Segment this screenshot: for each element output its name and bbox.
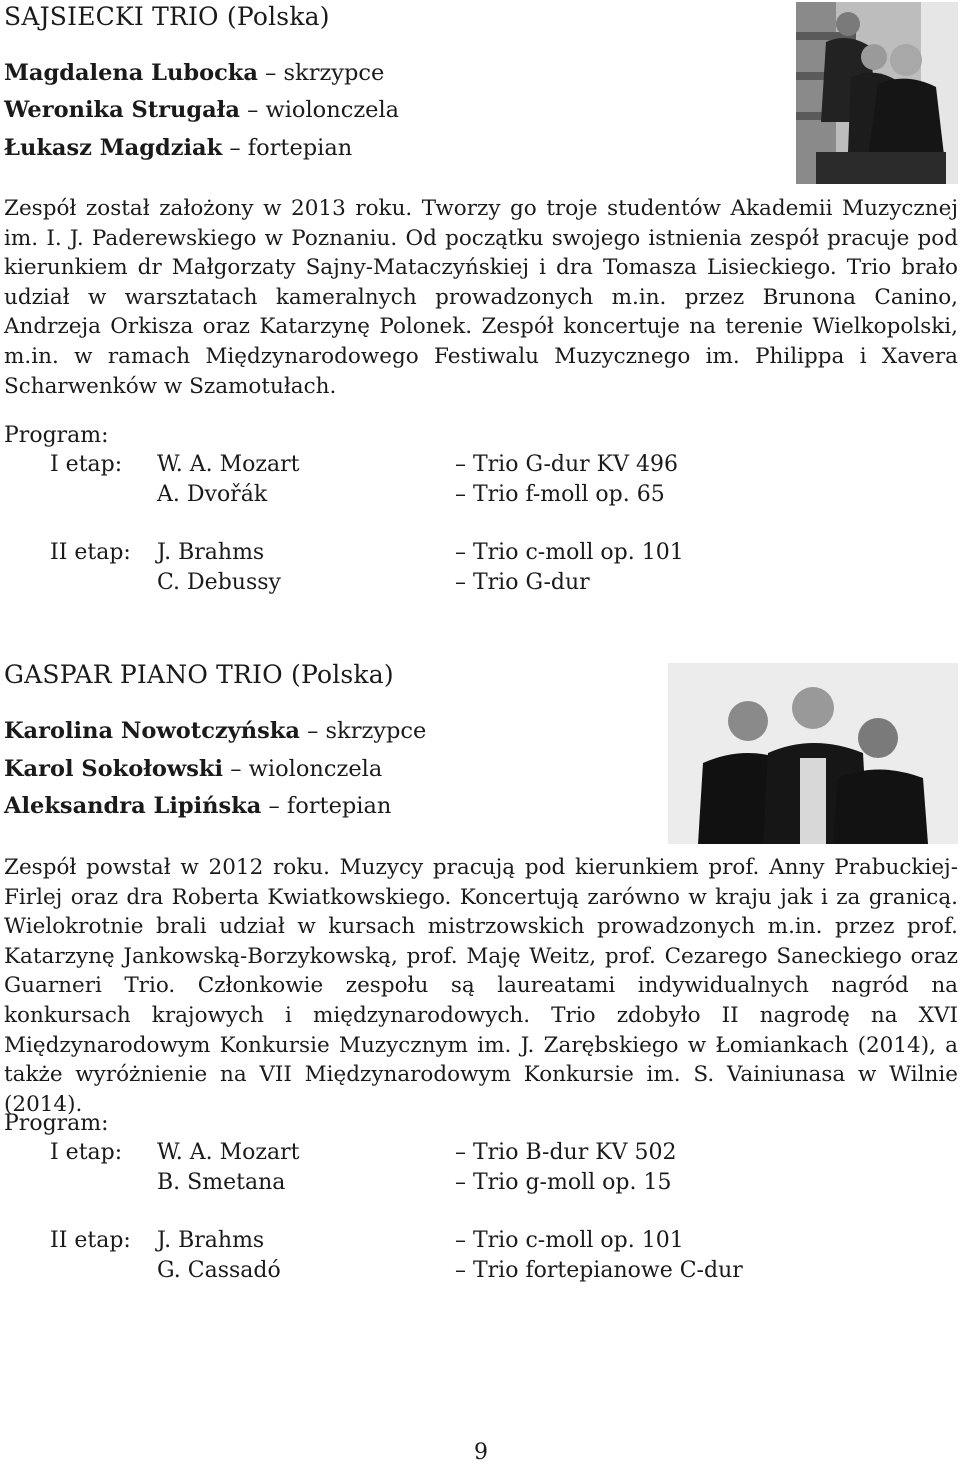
program-work: – Trio c-moll op. 101	[455, 540, 684, 565]
trio-photo	[668, 663, 958, 844]
section2-title: GASPAR PIANO TRIO (Polska)	[4, 660, 394, 689]
member-violin: Magdalena Lubocka – skrzypce	[4, 60, 385, 86]
program-stage: II etap:	[50, 1228, 131, 1253]
program-composer: J. Brahms	[157, 540, 265, 565]
section1-program-label: Program:	[4, 423, 109, 448]
section1-bio: Zespół został założony w 2013 roku. Tworzy go troje studentów Akademii Muzycznej im. I. J. Paderewskiego w Poznaniu. Od początku swojego istnienia zespół pracuje pod kierunkiem dr Małgorzaty Sajny-Mataczyńskiej i dra Tomasza Lisieckiego. Trio brało udział w warsztatach kameralnych prowadzonych m.in. przez Brunona Canino, Andrzeja Orkisza oraz Katarzynę Polonek. Zespół koncertuje na terenie Wielkopolski, m.in. w ramach Międzynarodowego Festiwalu Muzycznego im. Philippa i Xavera Scharwenków w Szamotułach.	[4, 196, 958, 399]
member-violin: Karolina Nowotczyńska – skrzypce	[4, 718, 427, 744]
program-composer: C. Debussy	[157, 570, 281, 595]
program-work: – Trio B-dur KV 502	[455, 1140, 677, 1165]
program-work: – Trio G-dur	[455, 570, 590, 595]
member-cello: Weronika Strugała – wiolonczela	[4, 97, 400, 123]
page-number: 9	[474, 1440, 488, 1465]
section2-bio: Zespół powstał w 2012 roku. Muzycy pracują pod kierunkiem prof. Anny Prabuckiej-Firlej oraz dra Roberta Kwiatkowskiego. Koncertują zarówno w kraju jak i za granicą. Wielokrotnie brali udział w kursach mistrzowskich prowadzonych m.in. przez prof. Katarzynę Jankowską-Borzykowską, prof. Maję Weitz, prof. Cezarego Saneckiego oraz Guarneri Trio. Członkowie zespołu są laureatami indywidualnych nagród na konkursach krajowych i międzynarodowych. Trio zdobyło II nagrodę na XVI Międzynarodowym Konkursie Muzycznym im. J. Zarębskiego w Łomiankach (2014), a także wyróżnienie na VII Międzynarodowym Konkursie im. S. Vainiunasa w Wilnie (2014).	[4, 855, 958, 1117]
program-stage: I etap:	[50, 452, 123, 477]
program-composer: B. Smetana	[157, 1170, 286, 1195]
section2-program-label: Program:	[4, 1111, 109, 1136]
program-composer: W. A. Mozart	[157, 452, 300, 477]
program-composer: A. Dvořák	[157, 482, 268, 507]
program-composer: G. Cassadó	[157, 1258, 281, 1283]
program-composer: W. A. Mozart	[157, 1140, 300, 1165]
trio-photo	[796, 2, 958, 184]
program-work: – Trio f-moll op. 65	[455, 482, 665, 507]
program-work: – Trio G-dur KV 496	[455, 452, 678, 477]
program-stage: I etap:	[50, 1140, 123, 1165]
member-cello: Karol Sokołowski – wiolonczela	[4, 756, 383, 782]
program-composer: J. Brahms	[157, 1228, 265, 1253]
member-piano: Aleksandra Lipińska – fortepian	[4, 793, 392, 819]
program-work: – Trio fortepianowe C-dur	[455, 1258, 743, 1283]
section1-title: SAJSIECKI TRIO (Polska)	[4, 2, 330, 31]
program-work: – Trio g-moll op. 15	[455, 1170, 672, 1195]
program-stage: II etap:	[50, 540, 131, 565]
program-work: – Trio c-moll op. 101	[455, 1228, 684, 1253]
member-piano: Łukasz Magdziak – fortepian	[4, 135, 353, 161]
